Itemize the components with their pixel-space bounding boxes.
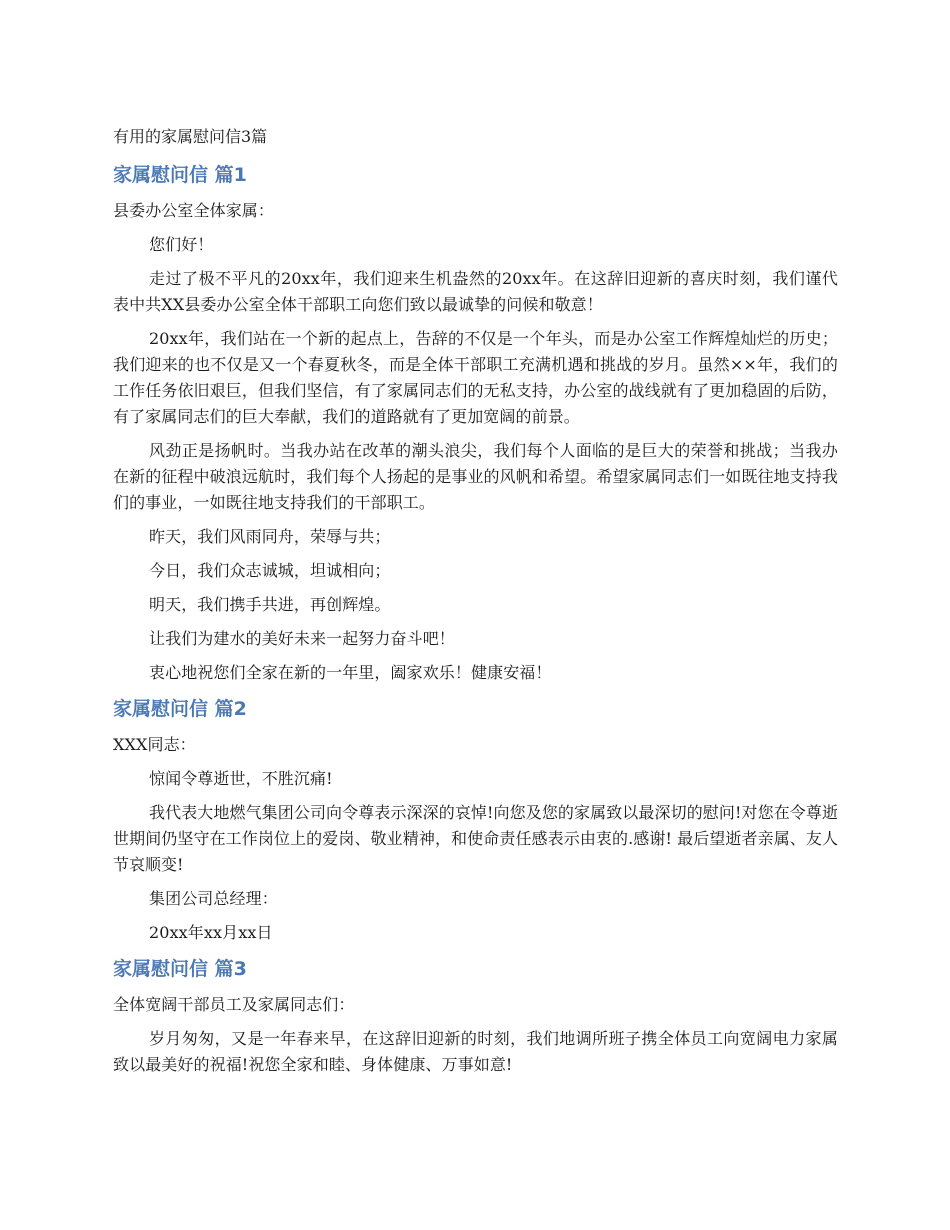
document-title: 有用的家属慰问信3篇 — [113, 127, 268, 146]
section-2 — [113, 694, 838, 946]
greeting: 您们好！ — [149, 235, 214, 254]
section-heading: 家属慰问信 篇2 — [113, 698, 247, 720]
document-page — [113, 122, 838, 1086]
section-heading: 家属慰问信 篇3 — [113, 958, 247, 980]
closing-line: 衷心地祝您们全家在新的一年里，阖家欢乐！健康安福！ — [149, 663, 552, 682]
body-line: 今日，我们众志诚城，坦诚相向； — [149, 561, 391, 580]
body-paragraph: 我代表大地燃气集团公司向令尊表示深深的哀悼!向您及您的家属致以最深切的慰问!对您在令尊逝世期间仍坚守在工作岗位上的爱岗、敬业精神，和使命责任感表示由衷的.感谢! 最后望逝者亲属、友人节哀顺变! — [113, 803, 838, 874]
body-paragraph: 风劲正是扬帆时。当我办站在改革的潮头浪尖，我们每个人面临的是巨大的荣誉和挑战；当我办在新的征程中破浪远航时，我们每个人扬起的是事业的风帆和希望。希望家属同志们一如既往地支持我们的事业，一如既往地支持我们的干部职工。 — [113, 441, 838, 512]
section-1 — [113, 160, 838, 686]
salutation: 县委办公室全体家属： — [113, 201, 275, 220]
body-line: 惊闻令尊逝世，不胜沉痛! — [149, 769, 333, 788]
body-paragraph: 20xx年，我们站在一个新的起点上，告辞的不仅是一个年头，而是办公室工作辉煌灿烂的历史；我们迎来的也不仅是又一个春夏秋冬，而是全体干部职工充满机遇和挑战的岁月。虽然××年，我们的工作任务依旧艰巨，但我们坚信，有了家属同志们的无私支持，办公室的战线就有了更加稳固的后防，有了家属同志们的巨大奉献，我们的道路就有了更加宽阔的前景。 — [113, 329, 838, 426]
salutation: XXX同志： — [113, 735, 196, 754]
body-line: 昨天，我们风雨同舟，荣辱与共； — [149, 527, 391, 546]
salutation: 全体宽阔干部员工及家属同志们： — [113, 995, 355, 1014]
body-paragraph: 岁月匆匆，又是一年春来早，在这辞旧迎新的时刻，我们地调所班子携全体员工向宽阔电力家属致以最美好的祝福!祝您全家和睦、身体健康、万事如意! — [113, 1029, 838, 1074]
section-3 — [113, 954, 838, 1078]
section-heading: 家属慰问信 篇1 — [113, 164, 247, 186]
date-line: 20xx年xx月xx日 — [149, 923, 273, 942]
body-line: 明天，我们携手共进，再创辉煌。 — [149, 595, 391, 614]
signature-line: 集团公司总经理： — [149, 889, 278, 908]
body-paragraph: 走过了极不平凡的20xx年，我们迎来生机盎然的20xx年。在这辞旧迎新的喜庆时刻，我们谨代表中共XX县委办公室全体干部职工向您们致以最诚挚的问候和敬意！ — [113, 269, 838, 314]
body-line: 让我们为建水的美好未来一起努力奋斗吧！ — [149, 629, 455, 648]
